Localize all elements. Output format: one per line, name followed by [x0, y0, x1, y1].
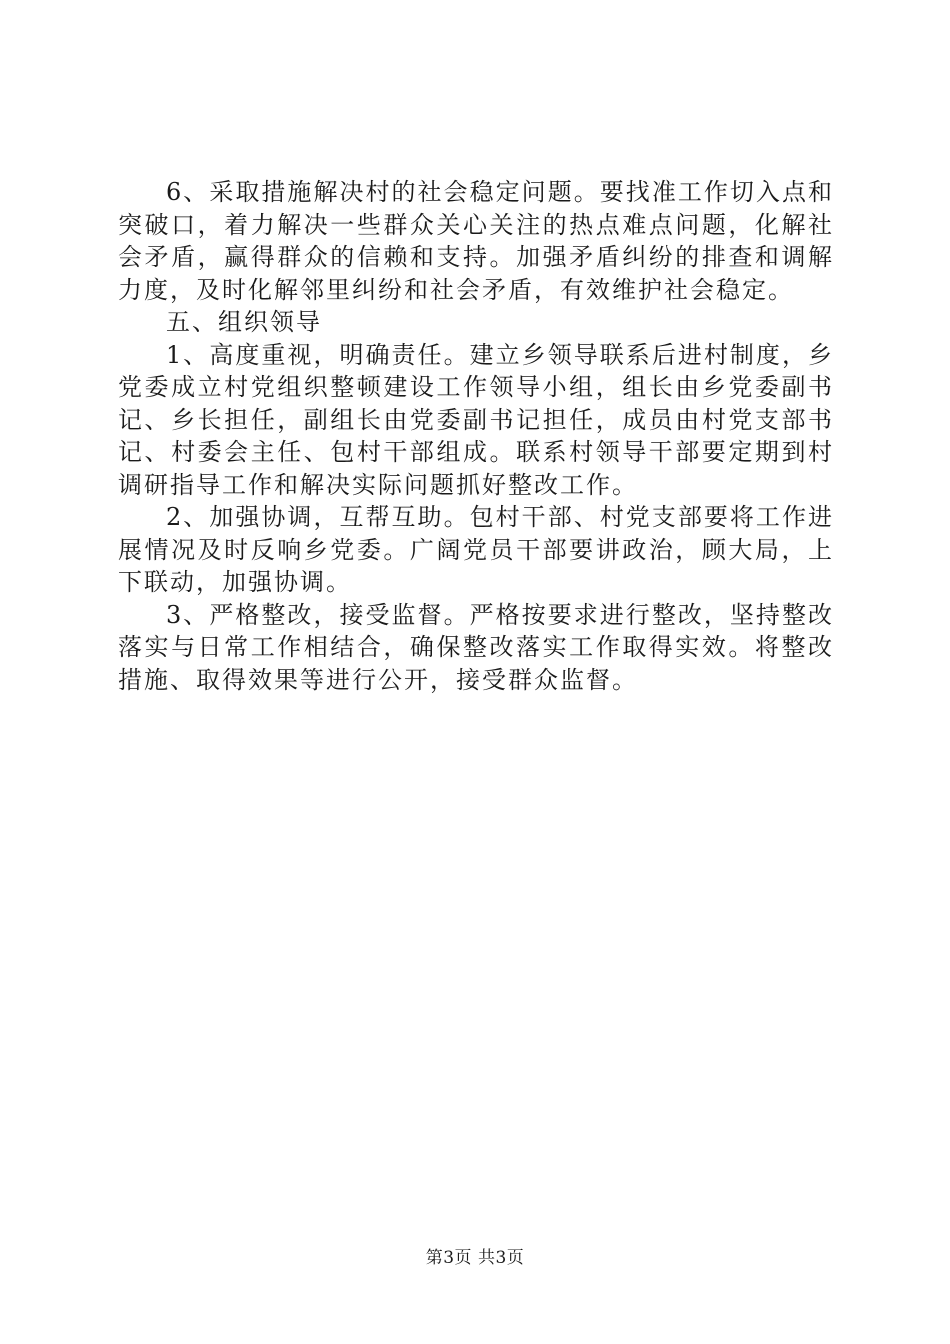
document-body: [118, 176, 834, 696]
section-heading-organization: 五、组织领导: [166, 308, 322, 336]
paragraph-responsibility: 1、高度重视，明确责任。建立乡领导联系后进村制度，乡党委成立村党组织整顿建设工作领导小组，组长由乡党委副书记、乡长担任，副组长由党委副书记担任，成员由村党支部书记、村委会主任、包村干部组成。联系村领导干部要定期到村调研指导工作和解决实际问题抓好整改工作。: [118, 340, 834, 499]
paragraph-coordination: 2、加强协调，互帮互助。包村干部、村党支部要将工作进展情况及时反响乡党委。广阔党员干部要讲政治，顾大局，上下联动，加强协调。: [118, 503, 834, 596]
page-number-footer: 第3页 共3页: [425, 1248, 525, 1268]
paragraph-social-stability: 6、采取措施解决村的社会稳定问题。要找准工作切入点和突破口，着力解决一些群众关心关注的热点难点问题，化解社会矛盾，赢得群众的信赖和支持。加强矛盾纠纷的排查和调解力度，及时化解邻里纠纷和社会矛盾，有效维护社会稳定。: [118, 178, 834, 304]
paragraph-supervision: 3、严格整改，接受监督。严格按要求进行整改，坚持整改落实与日常工作相结合，确保整改落实工作取得实效。将整改措施、取得效果等进行公开，接受群众监督。: [118, 600, 834, 694]
